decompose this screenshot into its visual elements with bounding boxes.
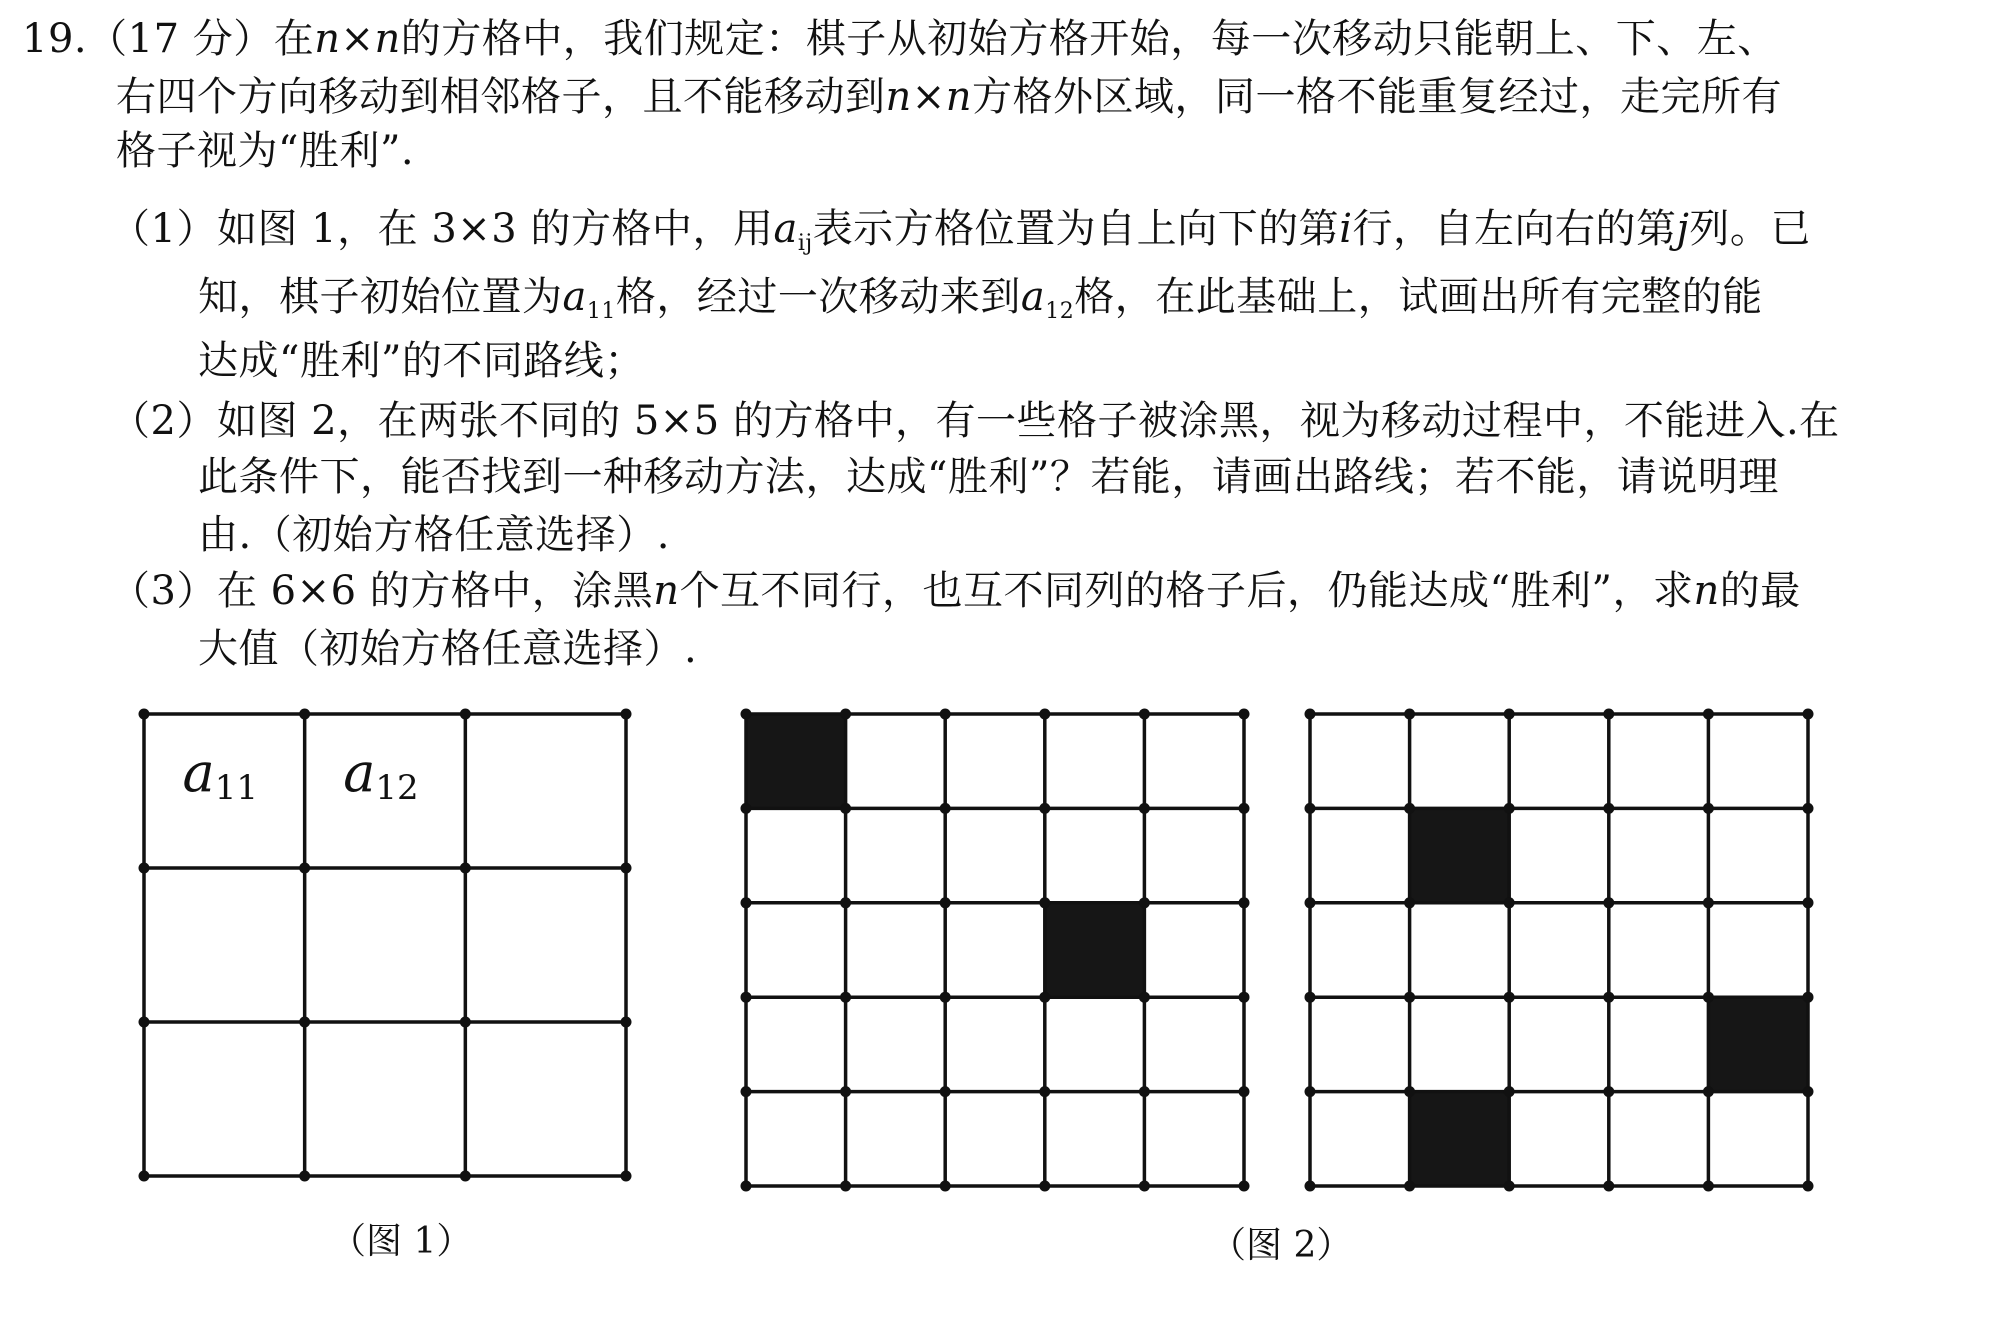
times-sign: × [340, 16, 375, 62]
grid-vertex-dot [1504, 709, 1515, 720]
grid-vertex-dot [1139, 709, 1150, 720]
grid-vertex-dot [1039, 1181, 1050, 1192]
cell-label-subscript: 11 [214, 768, 259, 808]
figure-2-grid-left [742, 710, 1248, 1190]
grid-vertex-dot [1803, 1181, 1814, 1192]
grid-vertex-dot [1305, 992, 1316, 1003]
var-a-subscript: ij [797, 231, 813, 256]
q2-line-1 [110, 396, 1840, 446]
q1-label: （1） [110, 206, 217, 252]
grid-vertex-dot [1703, 709, 1714, 720]
grid-vertex-dot [1703, 897, 1714, 908]
q1-text-h: 达成“胜利”的不同路线； [198, 338, 645, 384]
grid-vertex-dot [741, 709, 752, 720]
grid-vertex-dot [741, 1086, 752, 1097]
cell-label-a11: a11 [182, 741, 259, 808]
grid-vertex-dot [1703, 803, 1714, 814]
grid-vertex-dot [1504, 1086, 1515, 1097]
var-n: n [653, 568, 680, 614]
grid-vertex-dot [940, 992, 951, 1003]
q3-text-a: 在 6×6 的方格中，涂黑 [216, 568, 654, 614]
q3-text-c: 的最 [1719, 568, 1801, 614]
intro-text-1: 在 [273, 16, 315, 62]
q3-line-2 [198, 624, 697, 674]
grid-vertex-dot [1305, 1086, 1316, 1097]
figure-2-grid-right [1306, 710, 1812, 1190]
grid-vertex-dot [1239, 803, 1250, 814]
grid-vertex-dot [1803, 897, 1814, 908]
figure-1-caption: （图 1） [330, 1221, 473, 1262]
grid-vertex-dot [741, 1181, 752, 1192]
q1-text-c: 行，自左向右的第 [1352, 206, 1677, 252]
black-cell [1410, 808, 1510, 902]
q2-text-c: 由.（初始方格任意选择）. [198, 512, 670, 558]
grid-vertex-dot [940, 1086, 951, 1097]
grid-vertex-dot [1039, 803, 1050, 814]
q1-text-e: 知，棋子初始位置为 [198, 274, 563, 320]
grid-vertex-dot [940, 897, 951, 908]
black-cell [1410, 1092, 1510, 1186]
grid-vertex-dot [1803, 709, 1814, 720]
grid-vertex-dot [840, 709, 851, 720]
var-a: a [773, 206, 798, 252]
grid-vertex-dot [1239, 1086, 1250, 1097]
grid-vertex-dot [299, 863, 310, 874]
grid-vertex-dot [1603, 1181, 1614, 1192]
q2-line-3 [198, 510, 670, 560]
grid-vertex-dot [1603, 803, 1614, 814]
grid-vertex-dot [1404, 1181, 1415, 1192]
cell-label-a12: a12 [343, 741, 419, 808]
grid-vertex-dot [1504, 803, 1515, 814]
grid-vertex-dot [1305, 803, 1316, 814]
grid-vertex-dot [1139, 897, 1150, 908]
problem-line-2 [116, 72, 1782, 122]
grid-vertex-dot [840, 1086, 851, 1097]
grid-vertex-dot [1239, 897, 1250, 908]
grid-vertex-dot [460, 709, 471, 720]
q3-text-b: 个互不同行，也互不同列的格子后，仍能达成“胜利”，求 [679, 568, 1694, 614]
grid-vertex-dot [1404, 897, 1415, 908]
var-n: n [1693, 568, 1720, 614]
grid-vertex-dot [1039, 897, 1050, 908]
q3-label: （3） [110, 568, 217, 614]
q1-line-1 [110, 204, 1811, 269]
grid-vertex-dot [299, 709, 310, 720]
grid-vertex-dot [741, 992, 752, 1003]
problem-number: 19. [22, 16, 88, 62]
grid-vertex-dot [1139, 992, 1150, 1003]
grid-vertex-dot [621, 863, 632, 874]
q1-text-d: 列。已 [1689, 206, 1811, 252]
black-cell [1045, 903, 1145, 997]
q1-line-2 [198, 272, 1763, 337]
figure-2-caption: （图 2） [1210, 1225, 1353, 1266]
grid-vertex-dot [1305, 709, 1316, 720]
grid-vertex-dot [1305, 897, 1316, 908]
q1-text-a: 如图 1，在 3×3 的方格中，用 [216, 206, 774, 252]
grid-vertex-dot [1603, 897, 1614, 908]
q1-text-g: 格，在此基础上，试画出所有完整的能 [1074, 274, 1763, 320]
intro-text-2: 的方格中，我们规定：棋子从初始方格开始，每一次移动只能朝上、下、左、 [400, 16, 1778, 62]
grid-vertex-dot [1504, 992, 1515, 1003]
grid-vertex-dot [299, 1171, 310, 1182]
grid-vertex-dot [1139, 1181, 1150, 1192]
grid-vertex-dot [139, 863, 150, 874]
figure-1-grid [140, 710, 630, 1180]
var-n: n [374, 16, 401, 62]
grid-vertex-dot [940, 709, 951, 720]
grid-vertex-dot [741, 897, 752, 908]
var-n: n [945, 74, 973, 120]
grid-vertex-dot [1404, 992, 1415, 1003]
grid-vertex-dot [1404, 803, 1415, 814]
grid-vertex-dot [1603, 992, 1614, 1003]
q2-text-b: 此条件下，能否找到一种移动方法，达成“胜利”？若能，请画出路线；若不能，请说明理 [198, 454, 1779, 500]
grid-vertex-dot [1239, 1181, 1250, 1192]
grid-vertex-dot [1239, 992, 1250, 1003]
var-a11-subscript: 11 [586, 299, 616, 324]
grid-vertex-dot [1404, 1086, 1415, 1097]
grid-vertex-dot [139, 709, 150, 720]
grid-vertex-dot [1703, 992, 1714, 1003]
q1-line-3 [198, 336, 645, 386]
grid-vertex-dot [1239, 709, 1250, 720]
var-n: n [885, 74, 912, 120]
grid-vertex-dot [840, 1181, 851, 1192]
grid-vertex-dot [1703, 1086, 1714, 1097]
q2-line-2 [198, 452, 1779, 502]
grid-vertex-dot [460, 1171, 471, 1182]
q3-text-d: 大值（初始方格任意选择）. [198, 626, 698, 672]
intro-text-3: 右四个方向移动到相邻格子，且不能移动到 [116, 74, 886, 120]
problem-line-3 [116, 126, 414, 176]
grid-vertex-dot [139, 1171, 150, 1182]
var-a12-subscript: 12 [1045, 299, 1075, 324]
grid-vertex-dot [1139, 1086, 1150, 1097]
grid-vertex-dot [1803, 992, 1814, 1003]
q1-text-f: 格，经过一次移动来到 [615, 274, 1021, 320]
grid-vertex-dot [460, 863, 471, 874]
var-a12: a [1020, 274, 1046, 320]
grid-vertex-dot [1039, 709, 1050, 720]
grid-vertex-dot [1404, 709, 1415, 720]
black-cell [1708, 997, 1808, 1091]
q1-text-b: 表示方格位置为自上向下的第 [812, 206, 1340, 252]
cell-label-subscript: 12 [375, 768, 419, 808]
grid-vertex-dot [139, 1017, 150, 1028]
grid-vertex-dot [940, 803, 951, 814]
problem-points: （17 分） [87, 16, 274, 62]
grid-vertex-dot [1305, 1181, 1316, 1192]
grid-vertex-dot [1139, 803, 1150, 814]
grid-vertex-dot [621, 1017, 632, 1028]
grid-vertex-dot [1504, 1181, 1515, 1192]
problem-line-1 [22, 14, 1778, 64]
q2-text-a: 如图 2，在两张不同的 5×5 的方格中，有一些格子被涂黑，视为移动过程中，不能进入.在 [216, 398, 1840, 444]
var-a11: a [562, 274, 587, 320]
grid-vertex-dot [460, 1017, 471, 1028]
grid-vertex-dot [940, 1181, 951, 1192]
times-sign: × [911, 74, 946, 120]
black-cell [746, 714, 846, 808]
grid-vertex-dot [1703, 1181, 1714, 1192]
intro-text-5: 格子视为“胜利”. [116, 128, 415, 174]
grid-vertex-dot [1504, 897, 1515, 908]
grid-vertex-dot [1039, 992, 1050, 1003]
grid-vertex-dot [621, 1171, 632, 1182]
q3-line-1 [110, 566, 1801, 616]
grid-vertex-dot [840, 992, 851, 1003]
grid-vertex-dot [840, 897, 851, 908]
grid-vertex-dot [621, 709, 632, 720]
grid-vertex-dot [1039, 1086, 1050, 1097]
grid-vertex-dot [299, 1017, 310, 1028]
grid-vertex-dot [1803, 1086, 1814, 1097]
q2-label: （2） [110, 398, 217, 444]
intro-text-4: 方格外区域，同一格不能重复经过，走完所有 [972, 74, 1783, 120]
grid-vertex-dot [1803, 803, 1814, 814]
grid-vertex-dot [1603, 1086, 1614, 1097]
grid-vertex-dot [741, 803, 752, 814]
var-n: n [314, 16, 341, 62]
var-j: j [1676, 206, 1690, 252]
grid-vertex-dot [840, 803, 851, 814]
var-i: i [1339, 206, 1353, 252]
grid-vertex-dot [1603, 709, 1614, 720]
